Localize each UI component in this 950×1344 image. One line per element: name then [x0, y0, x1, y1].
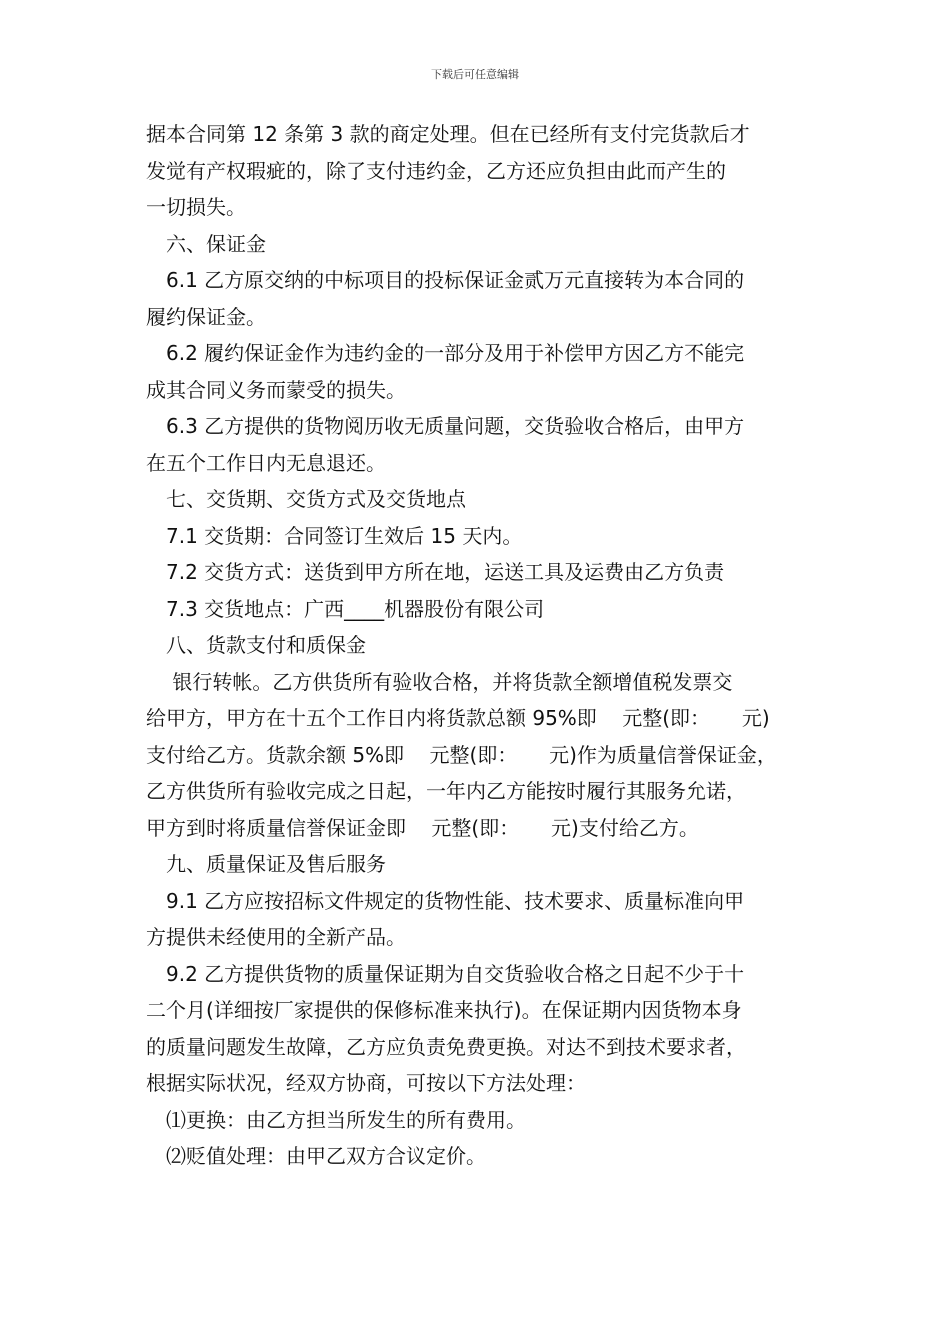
text-line: 九、质量保证及售后服务 — [166, 852, 386, 876]
text-line: 银行转帐。乙方供货所有验收合格，并将货款全额增值税发票交 — [166, 669, 733, 694]
text-line: 八、货款支付和质保金 — [166, 633, 366, 657]
text-line: 根据实际状况，经双方协商，可按以下方法处理： — [146, 1071, 586, 1095]
text-line: ⑴更换：由乙方担当所发生的所有费用。 — [166, 1107, 526, 1132]
text-line: 据本合同第 12 条第 3 款的商定处理。但在已经所有支付完货款后才 — [146, 122, 750, 146]
text-line: 成其合同义务而蒙受的损失。 — [146, 377, 406, 402]
text-line: 二个月(详细按厂家提供的保修标准来执行)。在保证期内因货物本身 — [146, 998, 742, 1022]
text-line: 9.2 乙方提供货物的质量保证期为自交货验收合格之日起不少于十 — [166, 961, 745, 986]
text-line: 的质量问题发生故障，乙方应负责免费更换。对达不到技术要求者， — [146, 1034, 746, 1059]
text-line: 9.1 乙方应按招标文件规定的货物性能、技术要求、质量标准向甲 — [166, 888, 745, 913]
text-line: 6.3 乙方提供的货物阅历收无质量问题，交货验收合格后，由甲方 — [166, 414, 745, 438]
text-line: 一切损失。 — [146, 195, 246, 219]
text-line: 给甲方，甲方在十五个工作日内将货款总额 95%即 元整(即： 元) — [146, 706, 770, 730]
text-line: 履约保证金。 — [146, 304, 266, 329]
text-line: 乙方供货所有验收完成之日起，一年内乙方能按时履行其服务允诺， — [146, 779, 746, 803]
document-body — [146, 116, 816, 1175]
text-line: 支付给乙方。货款余额 5%即 元整(即： 元)作为质量信誉保证金， — [146, 742, 777, 767]
text-line: 发觉有产权瑕疵的，除了支付违约金，乙方还应负担由此而产生的 — [146, 158, 726, 183]
text-line: 甲方到时将质量信誉保证金即 元整(即： 元)支付给乙方。 — [146, 815, 699, 840]
text-line: 6.1 乙方原交纳的中标项目的投标保证金贰万元直接转为本合同的 — [166, 268, 745, 292]
text-line: 7.2 交货方式：送货到甲方所在地，运送工具及运费由乙方负责 — [166, 560, 725, 584]
text-line: 7.3 交货地点：广西____机器股份有限公司 — [166, 596, 545, 621]
text-line: 方提供未经使用的全新产品。 — [146, 925, 406, 949]
text-line: 六、保证金 — [166, 231, 266, 256]
text-line: 6.2 履约保证金作为违约金的一部分及用于补偿甲方因乙方不能完 — [166, 341, 745, 365]
page-header: 下载后可任意编辑 — [431, 68, 519, 81]
text-line: 7.1 交货期：合同签订生效后 15 天内。 — [166, 523, 523, 548]
text-line: 在五个工作日内无息退还。 — [146, 450, 386, 475]
text-line: ⑵贬值处理：由甲乙双方合议定价。 — [166, 1144, 486, 1168]
text-line: 七、交货期、交货方式及交货地点 — [166, 487, 466, 511]
